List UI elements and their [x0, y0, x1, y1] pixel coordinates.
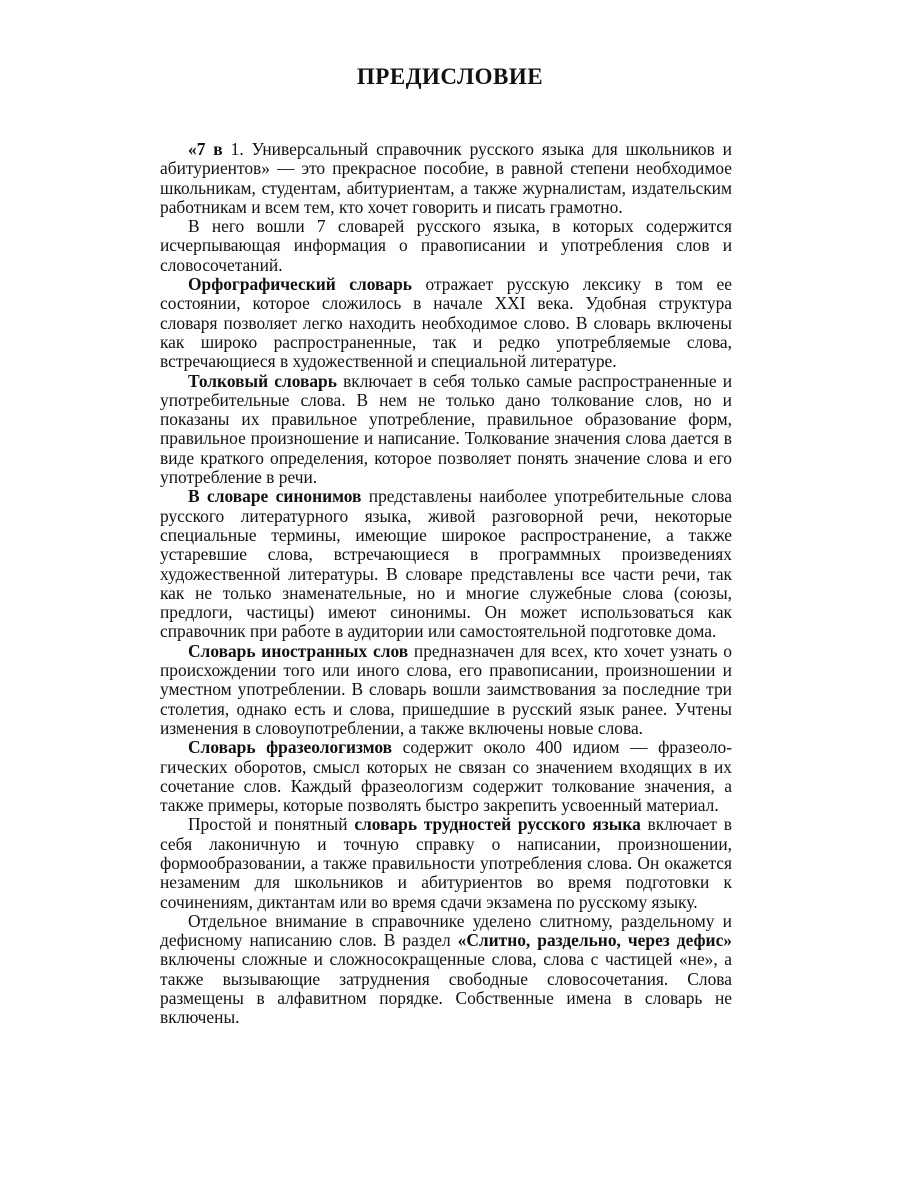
text-span: «7 в — [188, 139, 231, 159]
paragraph-foreign-words — [160, 642, 732, 738]
text-span: 1. Универсальный справочник русского языка для школьников и абитуриентов» — это прекрасное пособие, в равной степени необходимое школьникам, студентам, абитуриентам, а также журналистам, издательским работникам и всем тем, кто хочет говорить и писать грамотно. — [160, 139, 732, 217]
text-span: Толковый словарь — [188, 370, 337, 391]
body-text — [160, 140, 732, 1028]
text-span: Простой и понятный — [188, 814, 355, 835]
text-span: Словарь иностранных слов — [188, 640, 409, 661]
text-span: В него вошли 7 словарей русского языка, в которых содержится исчерпывающая информация о правописании и употребления слов и словосочетаний. — [160, 216, 732, 275]
text-span: В словаре синонимов — [188, 486, 362, 507]
paragraph-synonyms — [160, 487, 732, 641]
text-span: представлены наиболее употребительные слова русского литературного языка, живой разговорной речи, некоторые специальные термины, имеющие широкое распространение, а также устаревшие слова, встречающиеся в программных произведениях художественной литературы. В словаре представлены все части речи, так как не только знаменательные, но и многие служебные слова (союзы, предлоги, частицы) имеют синонимы. Он может использоваться как справочник при работе в аудитории или самостоятельной подготовке дома. — [160, 486, 732, 642]
text-span: «Слитно, раздельно, через дефис» — [457, 930, 732, 951]
paragraph-explanatory — [160, 372, 732, 488]
text-span: включены сложные и сложносокращенные слова, слова с частицей «не», а также вызывающие затруднения свободные словосочетания. Слова размещены в алфавитном порядке. Собственные имена в словарь не включены. — [160, 949, 732, 1028]
text-span: включает в себя только самые распространенные и употребительные слова. В нем не только дано толкование слов, но и показаны их правильное употребление, правильное образование форм, правильное произношение и написание. Толкование значения слова дается в виде краткого определения, которое позволяет понять значение слова и его употребление в речи. — [160, 370, 732, 488]
text-span: словарь трудностей русского языка — [354, 814, 641, 835]
text-span: Отдельное внимание в справочнике уделено слитному, раздельному и дефисному написанию слов. В раздел — [160, 910, 732, 951]
text-span: включает в себя лаконичную и точную справку о написании, произношении, формообразовании, а также правильности употребления слова. Он окажется незаменим для школьников и абитуриентов во время подготовки к сочинениям, диктантам или во время сдачи экзамена по русскому языку. — [160, 814, 732, 912]
page-title: ПРЕДИСЛОВИЕ — [356, 64, 544, 89]
paragraph-difficulties — [160, 815, 732, 911]
text-span: Орфографический словарь — [188, 274, 412, 295]
paragraph-spelling-section — [160, 912, 732, 1028]
paragraph-orthographic — [160, 275, 732, 371]
paragraph-dictionaries — [160, 217, 732, 275]
document-page — [160, 64, 732, 1028]
paragraph-phraseology — [160, 738, 732, 815]
text-span: содержит около 400 идиом — фразеологических оборотов, смысл которых не связан со значением входящих в их сочетание слов. Каждый фразеологизм содержит толкование значения, а также примеры, которые позволять быстро закрепить усвоенный материал. — [160, 737, 732, 816]
text-span: Словарь фразеологизмов — [188, 737, 393, 758]
text-span: отражает русскую лексику в том ее состоянии, которое сложилось в начале XXI века. Удобная структура словаря позволяет легко находить необходимое слово. В словарь включены как широко распространенные, так и редко употребляемые слова, встречающиеся в художественной и специальной литературе. — [160, 274, 732, 372]
text-span: предназначен для всех, кто хочет узнать о происхождении того или иного слова, его правописании, произношении и уместном употреблении. В словарь вошли заимствования за последние три столетия, однако есть и слова, пришедшие в русский язык ранее. Учтены изменения в словоупотреблении, а также включены новые слова. — [160, 640, 732, 738]
paragraph-intro — [160, 140, 732, 217]
